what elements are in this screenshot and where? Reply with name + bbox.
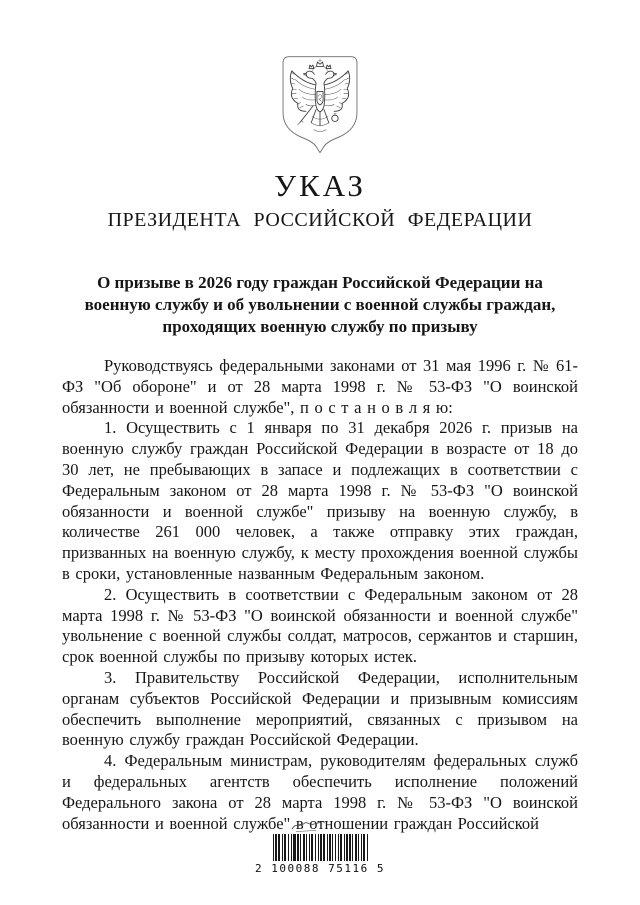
barcode-digits: 2 100088 75116 5 [255,862,385,875]
decree-issuer: ПРЕЗИДЕНТА РОССИЙСКОЙ ФЕДЕРАЦИИ [107,209,533,232]
decree-title: УКАЗ [274,168,366,203]
decree-paragraph-1: 1. Осуществить с 1 января по 31 декабря 2026 г. призыв на военную службу граждан Российской Федерации в возрасте от 18 до 30 лет, не пребывающих в запасе и подлежащих в соответствии с Федеральным законом от 28 марта 1998 г. № 53-ФЗ "О воинской обязанности и военной службе" призыву на военную службу, в количестве 261 000 человек, а также отправку этих граждан, призванных на военную службу, к месту прохождения военной службы в сроки, установленные названным Федеральным законом. [62,418,578,584]
russian-coat-of-arms-icon [276,53,364,159]
scribble-mark-icon [289,820,323,833]
decree-subject: О призыве в 2026 году граждан Российской Федерации на военную службу и об увольнении с военной службы граждан, проходящих военную службу по призыву [84,273,556,337]
decree-paragraph-4: 4. Федеральным министрам, руководителям федеральных служб и федеральных агентств обеспечить исполнение положений Федерального закона от 28 марта 1998 г. № 53-ФЗ "О воинской обязанности и военной службе" в отношении граждан Российской [62,751,578,833]
decree-paragraph-preamble: Руководствуясь федеральными законами от 31 мая 1996 г. № 61-ФЗ "Об обороне" и от 28 марта 1998 г. № 53-ФЗ "О воинской обязанности и военной службе", п о с т а н о в л я ю: [62,356,578,417]
barcode [273,834,368,861]
barcode-bar [367,834,368,861]
barcode-block [0,820,640,875]
decree-body [62,356,578,834]
decree-paragraph-2: 2. Осуществить в соответствии с Федеральным законом от 28 марта 1998 г. № 53-ФЗ "О воинской обязанности и военной службе" увольнение с военной службы солдат, матросов, сержантов и старшин, срок военной службы по призыву которых истек. [62,584,578,667]
emblem-container [0,0,640,159]
decree-paragraph-3: 3. Правительству Российской Федерации, исполнительным органам субъектов Российской Федерации и призывным комиссиям обеспечить выполнение мероприятий, связанных с призывом на военную службу граждан Российской Федерации. [62,668,578,750]
